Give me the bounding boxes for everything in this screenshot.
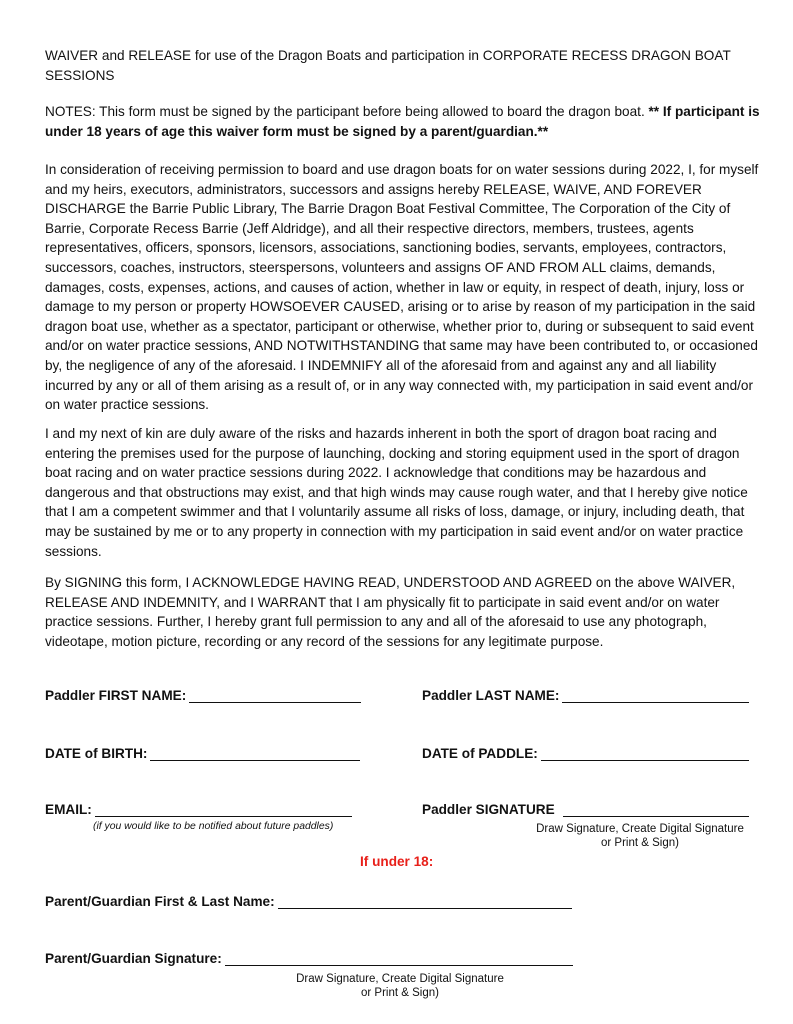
signature-field — [422, 802, 749, 817]
email-label: EMAIL: — [45, 802, 92, 817]
guardian-signature-hint — [265, 973, 535, 1000]
signature-hint-line-1: Draw Signature, Create Digital Signature — [536, 823, 744, 835]
guardian-hint-line-1: Draw Signature, Create Digital Signature — [296, 973, 504, 985]
guardian-name-field — [45, 894, 572, 909]
acknowledgement-paragraph: By SIGNING this form, I ACKNOWLEDGE HAVING READ, UNDERSTOOD AND AGREED on the above WAIVER, RELEASE AND INDEMNITY, and I WARRANT that I am physically fit to participate in said event and/or on water practice sessions. Further, I hereby grant full permission to any and all of the aforesaid to use any photograph, videotape, motion picture, recording or any record of the sessions for any legitimate purpose. — [45, 575, 736, 649]
paddle-date-input-line[interactable] — [541, 746, 749, 761]
paddle-date-label: DATE of PADDLE: — [422, 746, 538, 761]
guardian-name-label: Parent/Guardian First & Last Name: — [45, 894, 275, 909]
dob-label: DATE of BIRTH: — [45, 746, 148, 761]
first-name-label: Paddler FIRST NAME: — [45, 688, 187, 703]
paddle-date-field — [422, 746, 749, 761]
dob-input-line[interactable] — [150, 746, 360, 761]
notes-text: NOTES: This form must be signed by the participant before being allowed to board the dragon boat. — [45, 104, 649, 119]
signature-label: Paddler SIGNATURE — [422, 802, 555, 817]
guardian-signature-input-line[interactable] — [225, 951, 573, 966]
guardian-signature-label: Parent/Guardian Signature: — [45, 951, 222, 966]
last-name-input-line[interactable] — [562, 688, 749, 703]
release-paragraph: In consideration of receiving permission to board and use dragon boats for on water sessions during 2022, I, for myself and my heirs, executors, administrators, successors and assigns hereby RELEASE, WAIVE, AND FOREVER DISCHARGE the Barrie Public Library, The Barrie Dragon Boat Festival Committee, The Corporation of the City of Barrie, Corporate Recess Barrie (Jeff Aldridge), and all their respective directors, members, trustees, agents representatives, officers, sponsors, licensors, associations, sanctioning bodies, servants, employees, contractors, successors, coaches, instructors, steerspersons, volunteers and assigns OF AND FROM ALL claims, demands, damages, costs, expenses, actions, and causes of action, whether in law or equity, in respect of death, injury, loss or damage to my person or property HOWSOEVER CAUSED, arising or to arise by reason of my participation in the said dragon boat use, whether as a spectator, participant or otherwise, whether prior to, during or subsequent to said event and/or on water practice sessions, AND NOTWITHSTANDING that same may have been contributed to, or occasioned by, the negligence of any of the aforesaid. I INDEMNIFY all of the aforesaid from and against any and all liability incurred by any or all of them arising as a result of, or in any way connected with, my participation in said event and/or on water practice sessions. — [45, 162, 759, 413]
notes-paragraph — [45, 102, 765, 141]
first-name-input-line[interactable] — [189, 688, 361, 703]
guardian-signature-field — [45, 951, 573, 966]
signature-hint-line-2: or Print & Sign) — [601, 836, 679, 849]
signature-hint — [505, 823, 775, 850]
document-title: WAIVER and RELEASE for use of the Dragon Boats and participation in CORPORATE RECESS DRAGON BOAT SESSIONS — [45, 48, 731, 83]
last-name-field — [422, 688, 749, 703]
first-name-field — [45, 688, 361, 703]
last-name-label: Paddler LAST NAME: — [422, 688, 560, 703]
email-input-line[interactable] — [95, 802, 352, 817]
guardian-hint-line-2: or Print & Sign) — [361, 986, 439, 999]
guardian-name-input-line[interactable] — [278, 894, 572, 909]
dob-field — [45, 746, 360, 761]
signature-input-line[interactable] — [563, 802, 749, 817]
notes-bold-warning: ** If participant is under 18 years of age this waiver form must be signed by a parent/guardian.** — [45, 104, 760, 139]
under-18-heading: If under 18: — [360, 854, 434, 869]
email-field — [45, 802, 352, 817]
email-hint: (if you would like to be notified about future paddles) — [93, 821, 334, 832]
risk-paragraph: I and my next of kin are duly aware of the risks and hazards inherent in both the sport of dragon boat racing and entering the premises used for the purpose of launching, docking and storing equipment used in the sport of dragon boat racing and on water practice sessions during 2022. I acknowledge that conditions may be hazardous and dangerous and that obstructions may exist, and that high winds may cause rough water, and that I hereby give notice that I am a competent swimmer and that I voluntarily assume all risks of loss, damage, or injury, including death, that may be sustained by me or to any property in connection with my participation in said event and/or on water practice sessions. — [45, 426, 748, 559]
